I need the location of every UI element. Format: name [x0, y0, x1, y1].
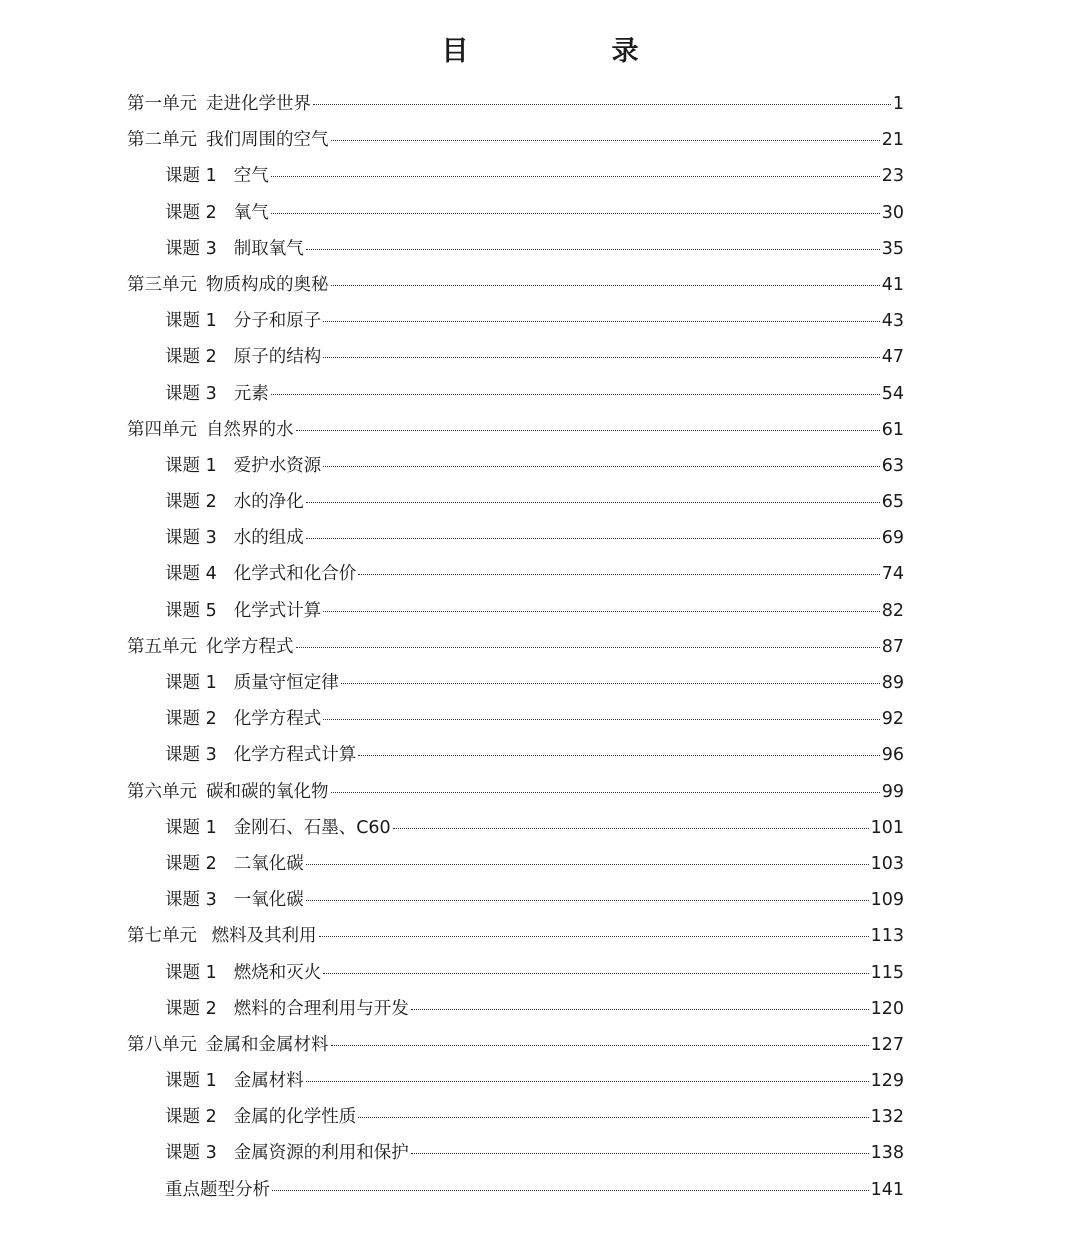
- toc-page-number: 87: [881, 636, 904, 657]
- dot-leader: [296, 646, 880, 648]
- toc-lesson-entry[interactable]: [127, 882, 904, 918]
- dot-leader: [306, 501, 880, 503]
- toc-entry-title: 水的组成: [233, 528, 304, 549]
- toc-entry-title: 重点题型分析: [165, 1179, 270, 1200]
- toc-lesson-entry[interactable]: [127, 1063, 904, 1099]
- toc-entry-title: 燃料及其利用: [206, 926, 317, 947]
- toc-entry-prefix: 第八单元: [127, 1034, 197, 1055]
- toc-page-number: 132: [870, 1107, 904, 1128]
- toc-entry-prefix: 课题 1: [165, 962, 217, 983]
- toc-entry-prefix: 课题 1: [165, 1071, 217, 1092]
- toc-entry-title: 我们周围的空气: [206, 130, 329, 151]
- toc-entry-prefix: 课题 3: [165, 383, 217, 404]
- toc-entry-title: 水的净化: [233, 492, 304, 513]
- toc-lesson-entry[interactable]: [127, 846, 904, 882]
- toc-unit-entry[interactable]: [127, 1027, 904, 1063]
- toc-page-number: 141: [870, 1179, 904, 1200]
- toc-unit-entry[interactable]: [127, 629, 904, 665]
- toc-page-number: 54: [881, 383, 904, 404]
- toc-lesson-entry[interactable]: [127, 1135, 904, 1171]
- toc-page-number: 65: [881, 492, 904, 513]
- toc-entry-prefix: 课题 1: [165, 673, 217, 693]
- toc-entry-title: 元素: [233, 383, 269, 404]
- toc-entry-prefix: 课题 3: [165, 528, 217, 549]
- toc-entry-prefix: 课题 1: [165, 455, 217, 476]
- toc-page-number: 101: [870, 817, 904, 838]
- toc-page-number: 23: [881, 166, 904, 187]
- toc-entry-prefix: 课题 3: [165, 890, 217, 911]
- dot-leader: [306, 248, 880, 250]
- toc-entry-prefix: 课题 4: [165, 564, 217, 585]
- toc-lesson-entry[interactable]: [127, 1172, 904, 1208]
- toc-lesson-entry[interactable]: [127, 593, 904, 629]
- toc-lesson-entry[interactable]: [127, 303, 904, 339]
- toc-lesson-entry[interactable]: [127, 955, 904, 991]
- toc-entry-title: 物质构成的奥秘: [206, 274, 329, 295]
- toc-page-number: 120: [870, 998, 904, 1019]
- dot-leader: [319, 935, 869, 937]
- dot-leader: [272, 1189, 869, 1191]
- toc-lesson-entry[interactable]: [127, 158, 904, 194]
- toc-page-number: 61: [881, 419, 904, 440]
- toc-lesson-entry[interactable]: [127, 701, 904, 737]
- toc-lesson-entry[interactable]: [127, 520, 904, 556]
- toc-lesson-entry[interactable]: [127, 1099, 904, 1135]
- toc-page-number: 21: [881, 130, 904, 151]
- toc-entry-title: 走进化学世界: [206, 94, 311, 114]
- page-title: 目 录: [441, 36, 697, 67]
- toc-page-number: 127: [870, 1034, 904, 1055]
- toc-entry-title: 化学式和化合价: [233, 564, 357, 585]
- toc-page-number: 89: [881, 673, 904, 693]
- toc-entry-title: 自然界的水: [206, 419, 294, 440]
- toc-page-number: 43: [881, 311, 904, 332]
- dot-leader: [323, 718, 880, 720]
- toc-entry-prefix: 第一单元: [127, 94, 197, 114]
- toc-entry-title: 化学方程式: [233, 709, 322, 730]
- toc-page-number: 82: [881, 600, 904, 621]
- dot-leader: [393, 827, 869, 829]
- toc-entry-title: 氧气: [233, 202, 269, 223]
- toc-entry-title: 空气: [233, 166, 269, 187]
- toc-entry-title: 金刚石、石墨、C60: [233, 817, 391, 838]
- toc-entry-prefix: 课题 2: [165, 709, 217, 730]
- toc-entry-title: 金属的化学性质: [233, 1107, 357, 1128]
- toc-entry-title: 质量守恒定律: [233, 673, 339, 693]
- dot-leader: [313, 103, 891, 105]
- toc-entry-title: 金属资源的利用和保护: [233, 1143, 409, 1164]
- dot-leader: [411, 1152, 869, 1154]
- dot-leader: [323, 610, 880, 612]
- toc-lesson-entry[interactable]: [127, 810, 904, 846]
- toc-entry-title: 燃料的合理利用与开发: [233, 998, 409, 1019]
- toc-entry-title: 碳和碳的氧化物: [206, 781, 329, 802]
- dot-leader: [306, 537, 880, 539]
- dot-leader: [296, 429, 880, 431]
- toc-page-number: 74: [881, 564, 904, 585]
- toc-page-number: 63: [881, 455, 904, 476]
- toc-entry-title: 化学方程式: [206, 636, 294, 657]
- toc-entry-prefix: 第三单元: [127, 274, 197, 295]
- toc-entry-prefix: 课题 2: [165, 998, 217, 1019]
- toc-unit-entry[interactable]: [127, 86, 904, 122]
- toc-page-number: 109: [870, 890, 904, 911]
- dot-leader: [323, 465, 880, 467]
- toc-page-number: 96: [881, 745, 904, 766]
- toc-page-number: 129: [870, 1071, 904, 1092]
- dot-leader: [331, 139, 880, 141]
- toc-lesson-entry[interactable]: [127, 448, 904, 484]
- toc-page-number: 92: [881, 709, 904, 730]
- dot-leader: [271, 175, 880, 177]
- toc-entry-prefix: 课题 2: [165, 347, 217, 368]
- dot-leader: [271, 212, 880, 214]
- toc-unit-entry[interactable]: [127, 122, 904, 158]
- toc-entry-title: 一氧化碳: [233, 890, 304, 911]
- toc-unit-entry[interactable]: [127, 918, 904, 954]
- toc-lesson-entry[interactable]: [127, 484, 904, 520]
- dot-leader: [358, 754, 880, 756]
- toc-entry-prefix: 课题 2: [165, 202, 217, 223]
- toc-entry-prefix: 第二单元: [127, 130, 197, 151]
- toc-entry-prefix: 课题 3: [165, 1143, 217, 1164]
- dot-leader: [306, 899, 869, 901]
- dot-leader: [323, 972, 868, 974]
- dot-leader: [306, 863, 869, 865]
- toc-page-number: 103: [870, 853, 904, 874]
- toc-entry-prefix: 课题 1: [165, 311, 217, 332]
- dot-leader: [341, 682, 880, 684]
- toc-lesson-entry[interactable]: [127, 195, 904, 231]
- toc-entry-prefix: 课题 2: [165, 492, 217, 513]
- toc-page-number: 30: [881, 202, 904, 223]
- toc-page-number: 99: [881, 781, 904, 802]
- toc-lesson-entry[interactable]: [127, 737, 904, 773]
- toc-page-number: 138: [870, 1143, 904, 1164]
- toc-entry-title: 分子和原子: [233, 311, 322, 332]
- toc-entry-prefix: 课题 2: [165, 853, 217, 874]
- toc-entry-prefix: 课题 1: [165, 166, 217, 187]
- toc-lesson-entry[interactable]: [127, 231, 904, 267]
- toc-entry-title: 燃烧和灭火: [233, 962, 322, 983]
- toc-lesson-entry[interactable]: [127, 376, 904, 412]
- toc-entry-prefix: 课题 2: [165, 1107, 217, 1128]
- dot-leader: [271, 393, 880, 395]
- toc-entry-prefix: 第六单元: [127, 781, 197, 802]
- toc-entry-title: 二氧化碳: [233, 853, 304, 874]
- toc-lesson-entry[interactable]: [127, 556, 904, 592]
- dot-leader: [331, 1044, 869, 1046]
- toc-page-number: 113: [870, 926, 904, 947]
- toc-entry-prefix: 第七单元: [127, 926, 197, 947]
- toc-entry-prefix: 课题 1: [165, 817, 217, 838]
- dot-leader: [306, 1080, 869, 1082]
- toc-entry-prefix: 课题 3: [165, 745, 217, 766]
- toc-page-number: 47: [881, 347, 904, 368]
- toc-entry-title: 原子的结构: [233, 347, 322, 368]
- toc-unit-entry[interactable]: [127, 774, 904, 810]
- toc-entry-prefix: 课题 3: [165, 238, 217, 259]
- toc-entry-prefix: 第五单元: [127, 636, 197, 657]
- dot-leader: [411, 1008, 869, 1010]
- dot-leader: [323, 320, 880, 322]
- dot-leader: [358, 1116, 868, 1118]
- toc-entry-title: 金属材料: [233, 1071, 304, 1092]
- toc-lesson-entry[interactable]: [127, 339, 904, 375]
- toc-page-number: 69: [881, 528, 904, 549]
- toc-entry-title: 金属和金属材料: [206, 1034, 329, 1055]
- toc-unit-entry[interactable]: [127, 267, 904, 303]
- dot-leader: [358, 573, 880, 575]
- dot-leader: [331, 791, 880, 793]
- dot-leader: [331, 284, 880, 286]
- toc-lesson-entry[interactable]: [127, 991, 904, 1027]
- table-of-contents: [127, 86, 904, 1208]
- toc-page-number: 1: [892, 94, 904, 114]
- toc-entry-title: 爱护水资源: [233, 455, 322, 476]
- toc-page-number: 115: [870, 962, 904, 983]
- toc-entry-prefix: 第四单元: [127, 419, 197, 440]
- toc-unit-entry[interactable]: [127, 412, 904, 448]
- dot-leader: [323, 356, 880, 358]
- toc-entry-title: 化学方程式计算: [233, 745, 357, 766]
- toc-page-number: 35: [881, 238, 904, 259]
- toc-lesson-entry[interactable]: [127, 665, 904, 701]
- toc-page-number: 41: [881, 274, 904, 295]
- toc-entry-prefix: 课题 5: [165, 600, 217, 621]
- toc-entry-title: 化学式计算: [233, 600, 322, 621]
- toc-entry-title: 制取氧气: [233, 238, 304, 259]
